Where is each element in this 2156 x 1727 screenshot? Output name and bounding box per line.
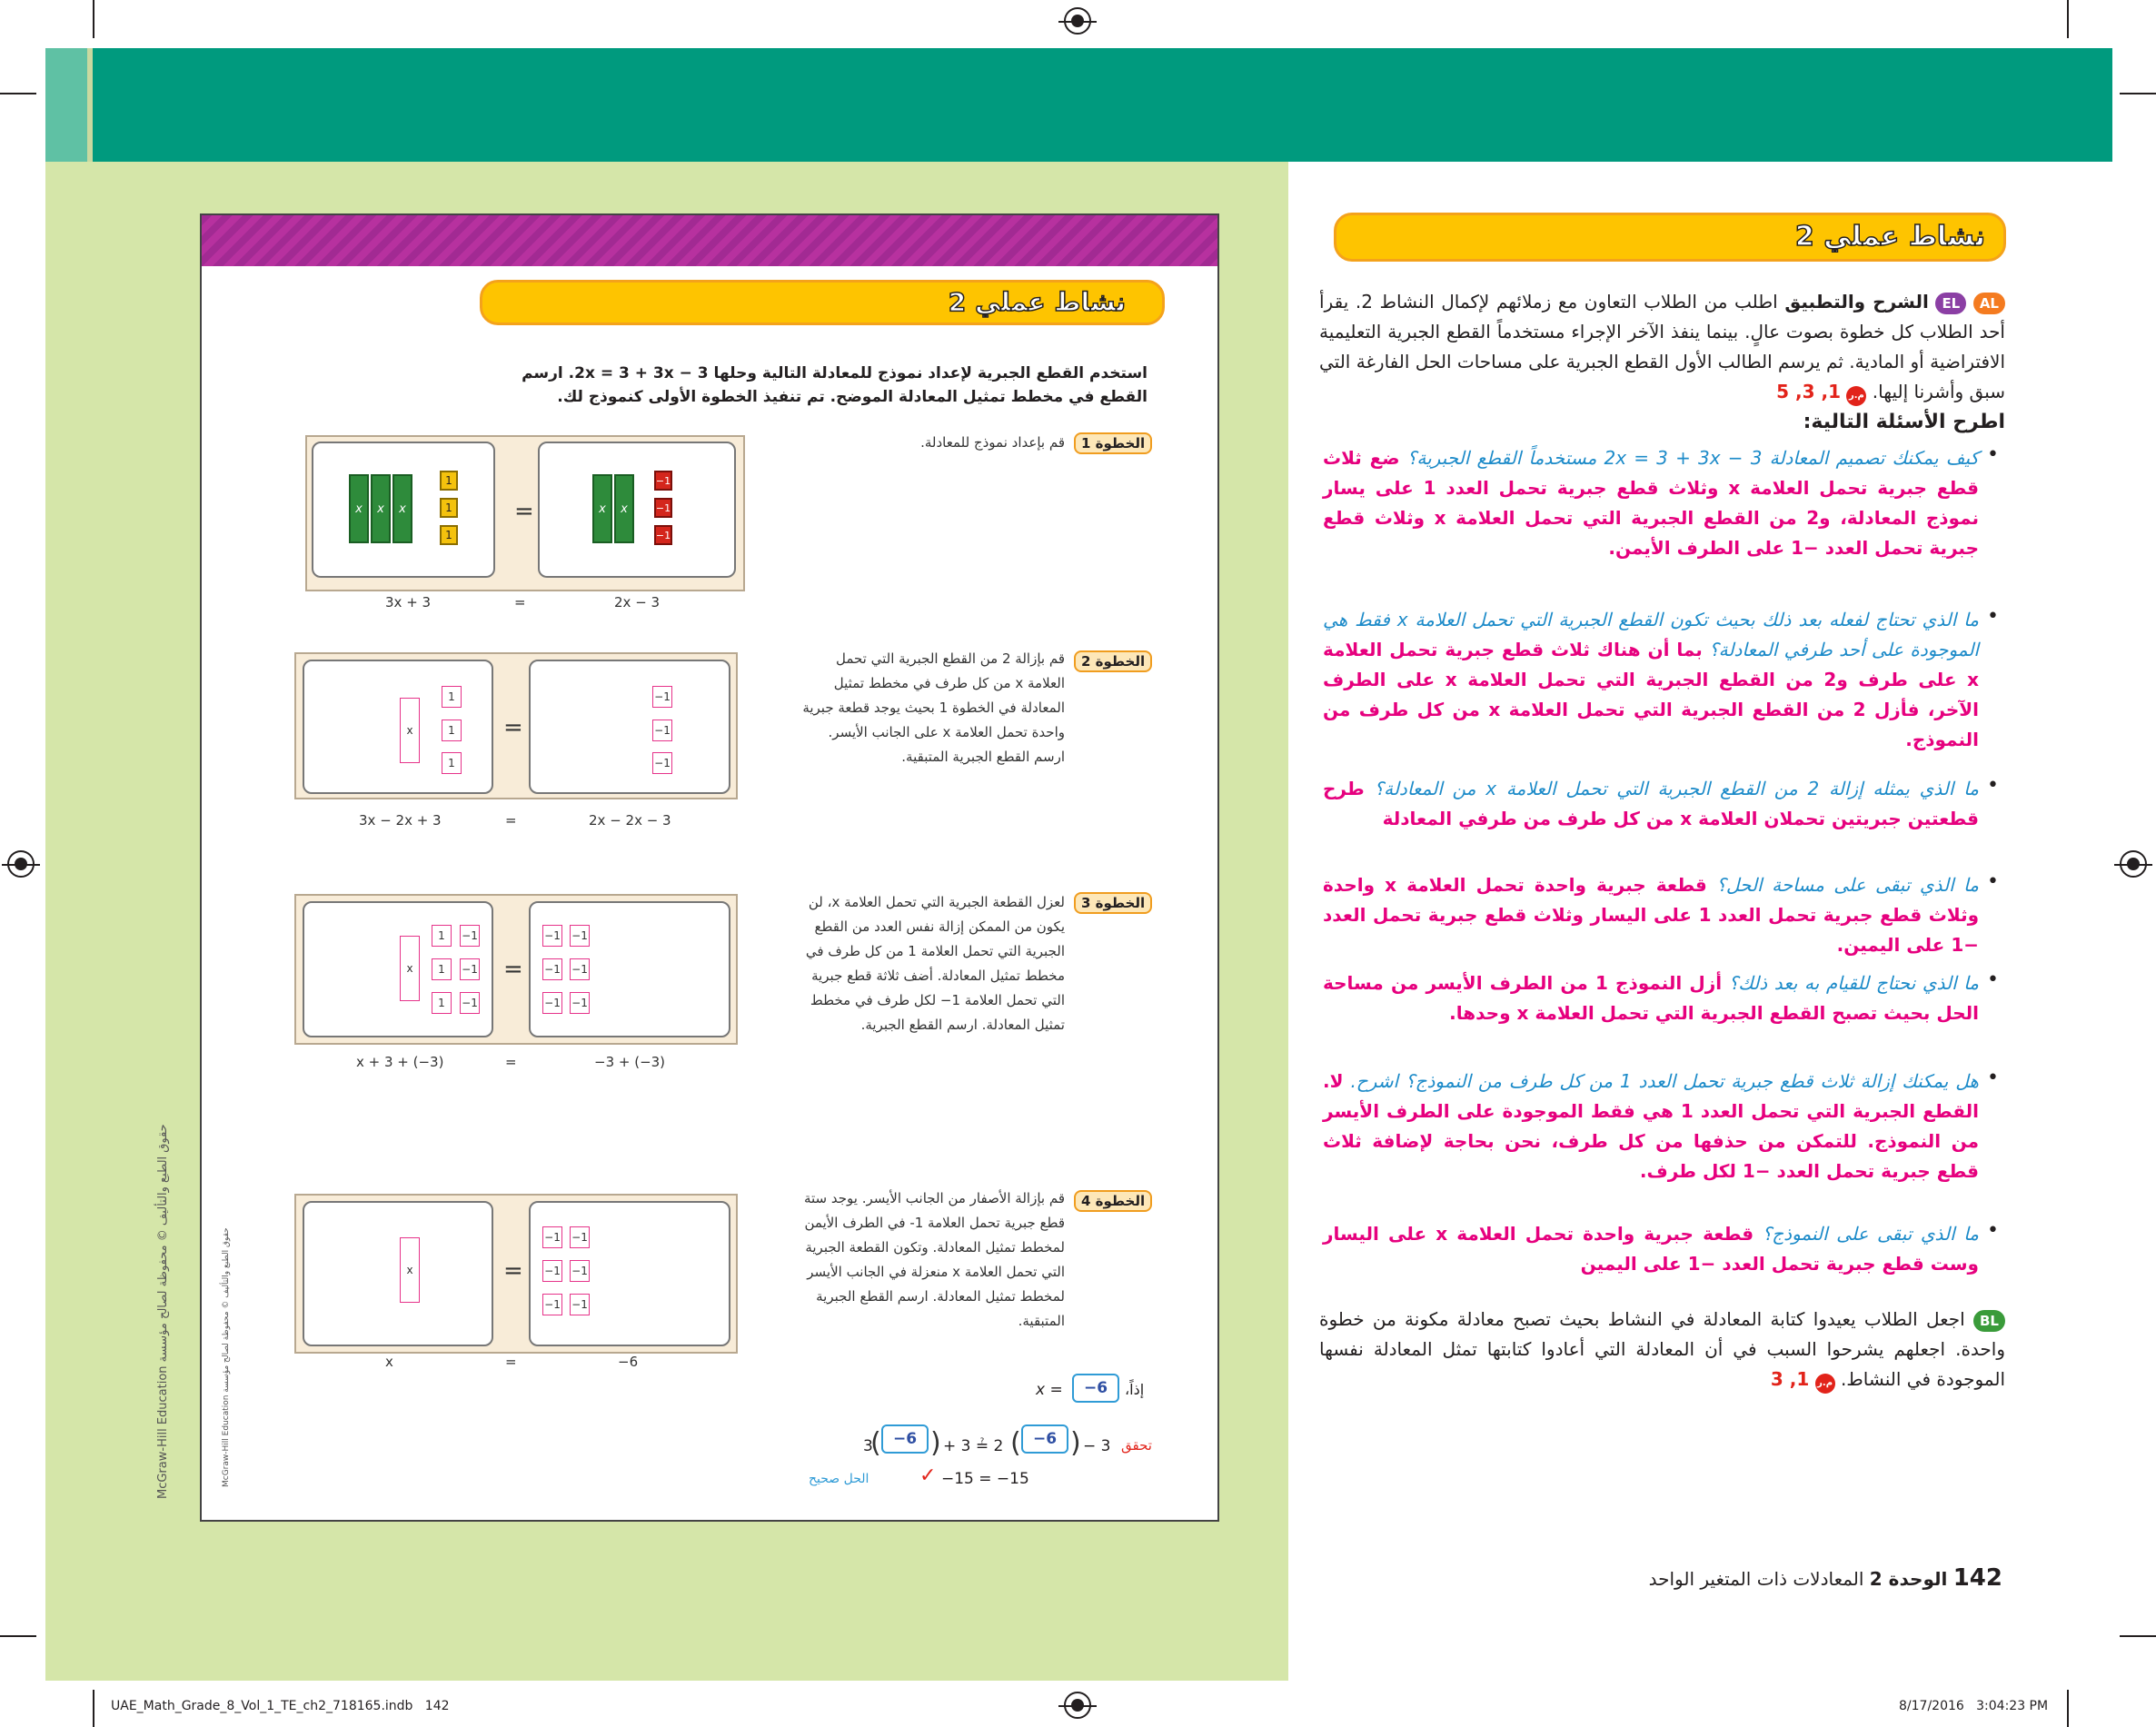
check-label: تحقق <box>1121 1437 1152 1454</box>
step-4-left-mat <box>303 1201 493 1346</box>
answer: طرح قطعتين جبريتين تحملان العلامة x من كل طرف من طرفي المعادلة <box>1323 778 1979 829</box>
question: ما الذي تحتاج لفعله بعد ذلك بحيث تكون القطع الجبرية التي تحمل العلامة x فقط هي الموجودة على أحد طرفي المعادلة؟ <box>1323 609 1979 660</box>
crop-mark <box>2067 0 2069 38</box>
check-end: − 3 <box>1083 1437 1111 1455</box>
ask-heading: اطرح الأسئلة التالية: <box>1803 411 2005 433</box>
negative-unit-tile: −1 <box>654 498 672 518</box>
bullet: • <box>1987 1219 1999 1242</box>
step-2-label: الخطوة 2 <box>1074 650 1152 672</box>
solution-answer-box: −6 <box>1072 1374 1119 1403</box>
unit-tile: 1 <box>440 498 458 518</box>
step-1-equals: = <box>514 498 534 525</box>
instructions-line-2: القطع في مخطط تمثيل المعادلة الموضح. تم تنفيذ الخطوة الأولى كنموذج لك. <box>557 388 1148 406</box>
step-2-caption-eq: = <box>505 812 517 829</box>
x-tile: x <box>349 474 369 543</box>
x-tile: x <box>592 474 612 543</box>
side-credit: McGraw-Hill Education حقوق الطبع والتأليف © محفوظة لصالح مؤسسة <box>156 1124 170 1499</box>
step-3-label: الخطوة 3 <box>1074 892 1152 914</box>
answer: بما أن هناك ثلاث قطع جبرية تحمل العلامة x على طرف و2 من القطع الجبرية التي تحمل العلامة x على الطرف الآخر، فأزل 2 من القطع الجبرية التي تحمل العلامة x من كل طرف من النموذج. <box>1323 639 1980 750</box>
registration-mark-icon <box>1064 7 1091 35</box>
bullet: • <box>1987 443 1999 466</box>
x-tile-outline: x <box>400 698 420 763</box>
bullet: • <box>1987 870 1999 893</box>
slug-date: 8/17/2016 3:04:23 PM <box>1899 1699 2049 1713</box>
question: ما الذي يمثله إزالة 2 من القطع الجبرية التي تحمل العلامة x من المعادلة؟ <box>1374 778 1980 799</box>
step-2-text: قم بإزالة 2 من القطع الجبرية التي تحمل العلامة x من كل طرف في مخطط تمثيل المعادلة في الخطوة 1 بحيث يوجد قطعة جبرية واحدة تحمل العلامة x على الجانب الأيسر. ارسم القطع الجبرية المتبقية. <box>802 650 1065 765</box>
inner-credit: McGraw-Hill Education حقوق الطبع والتأليف © محفوظة لصالح مؤسسة <box>222 1227 231 1487</box>
negative-unit-tile-outline: −1 <box>542 992 562 1014</box>
step-3-caption-right: −3 + (−3) <box>594 1054 666 1070</box>
badge-el: EL <box>1935 293 1966 314</box>
instructions-line-1: استخدم القطع الجبرية لإعداد نموذج للمعادلة التالية وحلها 3 − 2x = 3 + 3x. ارسم <box>522 364 1148 382</box>
negative-unit-tile-outline: −1 <box>542 1260 562 1282</box>
step-2-caption-right: 2x − 2x − 3 <box>589 812 671 829</box>
page-footer <box>1545 1564 2002 1592</box>
crop-mark <box>2120 93 2156 94</box>
answer: أزل النموذج 1 من الطرف الأيسر من مساحة الحل بحيث تصبح القطع الجبرية التي تحمل العلامة x وحدها. <box>1323 972 1979 1024</box>
unit-tile-outline: 1 <box>442 686 462 708</box>
solution-so: إذاً، <box>1125 1381 1145 1398</box>
step-3-caption-eq: = <box>505 1054 517 1070</box>
crop-mark <box>0 93 36 94</box>
qa-item <box>1323 1067 1979 1186</box>
negative-unit-tile-outline: −1 <box>570 925 590 947</box>
header-band-tab <box>45 48 93 162</box>
negative-unit-tile: −1 <box>654 471 672 491</box>
step-3-equals: = <box>503 956 523 983</box>
qa-item <box>1323 870 1979 960</box>
bullet: • <box>1987 968 1999 991</box>
math-practice-icon: م.ر <box>1846 386 1866 406</box>
step-4-caption-left: x <box>385 1354 393 1370</box>
step-1-label: الخطوة 1 <box>1074 432 1152 454</box>
unit-tile: 1 <box>440 525 458 545</box>
answer: قطعة جبرية واحدة تحمل العلامة x واحدة وثلاث قطع جبرية تحمل العدد 1 على اليسار وثلاث قطع جبرية تحمل العدد −1 على اليمين. <box>1323 874 1980 956</box>
check-three: 3 <box>863 1437 873 1455</box>
qa-item <box>1323 968 1979 1028</box>
teaching-paragraph <box>1319 287 2005 407</box>
negative-unit-tile-outline: −1 <box>570 992 590 1014</box>
qa-item <box>1323 605 1979 755</box>
badge-bl: BL <box>1973 1310 2005 1332</box>
activity-banner-inner: نشاط عملي 2 <box>480 280 1165 325</box>
step-3-caption-left: x + 3 + (−3) <box>356 1054 444 1070</box>
x-tile: x <box>614 474 634 543</box>
registration-mark-icon <box>2120 850 2147 878</box>
crop-mark <box>2120 1635 2156 1637</box>
step-1-caption-eq: = <box>514 594 526 610</box>
step-1-right-mat <box>538 442 736 578</box>
negative-unit-tile-outline: −1 <box>542 1294 562 1315</box>
negative-unit-tile-outline: −1 <box>542 925 562 947</box>
negative-unit-tile-outline: −1 <box>570 958 590 980</box>
check-answer-box-1: −6 <box>881 1424 929 1454</box>
check-paren-close: ) <box>930 1427 941 1459</box>
activity-banner: نشاط عملي 2 <box>1334 213 2006 262</box>
beyond-level-paragraph <box>1319 1305 2005 1395</box>
footer-title: المعادلات ذات المتغير الواحد <box>1648 1568 1864 1590</box>
math-practice-icon: م.ر <box>1815 1374 1835 1394</box>
x-tile-outline: x <box>400 936 420 1001</box>
step-2-equals: = <box>503 714 523 741</box>
header-band <box>45 48 2112 162</box>
step-3-text: لعزل القطعة الجبرية التي تحمل العلامة x، لن يكون من الممكن إزالة نفس العدد من القطع الجبرية التي تحمل العلامة 1 من كل طرف في مخطط تمثيل المعادلة. أضف ثلاثة قطع جبرية التي تحمل العلامة 1− لكل طرف في مخطط تمثيل المعادلة. ارسم القطع الجبرية. <box>805 894 1065 1033</box>
negative-unit-tile-outline: −1 <box>652 686 672 708</box>
answer: لا. القطع الجبرية التي تحمل العدد 1 هي فقط الموجودة على الطرف الأيسر من النموذج. للتمكن من حذفها من كل طرف، نحن بحاجة لإضافة ثلاث قطع جبرية تحمل العدد −1 لكل طرف. <box>1323 1070 1979 1182</box>
question: ما الذي تبقى على مساحة الحل؟ <box>1716 874 1979 896</box>
question: كيف يمكنك تصميم المعادلة 3 − 2x = 3 + 3x مستخدماً القطع الجبرية؟ <box>1406 447 1980 469</box>
answer: قطعة جبرية واحدة تحمل العلامة x على اليسار وست قطع جبرية تحمل العدد −1 على اليمين <box>1323 1223 1979 1275</box>
step-2-left-mat <box>303 660 493 794</box>
math-practice-refs: 1, 3, 5 <box>1776 381 1842 402</box>
answer: ضع ثلاث قطع جبرية تحمل العلامة x وثلاث قطع جبرية تحمل العدد 1 على يسار نموذج المعادلة، و2 من القطع الجبرية التي تحمل العلامة x وثلاث قطع جبرية تحمل العدد −1 على الطرف الأيمن. <box>1323 447 1979 559</box>
solution-x-eq: x = <box>1036 1381 1063 1399</box>
crop-mark <box>93 1690 94 1727</box>
unit-tile-outline: 1 <box>432 925 452 947</box>
footer-unit: الوحدة 2 <box>1869 1568 1948 1590</box>
step-2-caption-left: 3x − 2x + 3 <box>359 812 442 829</box>
unit-tile-outline: 1 <box>432 992 452 1014</box>
bullet: • <box>1987 605 1999 628</box>
qa-item <box>1323 443 1979 563</box>
x-tile: x <box>371 474 391 543</box>
badge-al: AL <box>1973 293 2005 314</box>
bullet: • <box>1987 774 1999 797</box>
crop-mark <box>2067 1690 2069 1727</box>
unit-tile-outline: 1 <box>442 720 462 741</box>
registration-mark-icon <box>7 850 35 878</box>
explain-apply-heading: الشرح والتطبيق <box>1784 291 1929 313</box>
unit-tile-outline: 1 <box>442 752 462 774</box>
activity-instructions <box>327 362 1148 409</box>
step-4-caption-right: −6 <box>618 1354 639 1370</box>
question: ما الذي نحتاج للقيام به بعد ذلك؟ <box>1728 972 1980 994</box>
negative-unit-tile-outline: −1 <box>460 925 480 947</box>
qa-item <box>1323 774 1979 834</box>
check-paren-open: ( <box>870 1427 881 1459</box>
frame-header-stripe <box>202 215 1217 266</box>
check-result: −15 = −15 <box>941 1470 1029 1488</box>
x-tile-outline: x <box>400 1237 420 1303</box>
explain-apply-text: اطلب من الطلاب التعاون مع زملائهم لإكمال النشاط 2. يقرأ أحد الطلاب كل خطوة بصوت عالٍ. بينما ينفذ الآخر الإجراء مستخدماً القطع الجبرية التعليمية الافتراضية أو المادية. ثم يرسم الطالب الأول القطع الجبرية على مساحات الحل الفارغة التي سبق وأشرنا إليها. <box>1319 291 2005 402</box>
unit-tile: 1 <box>440 471 458 491</box>
step-4-equals: = <box>503 1257 523 1285</box>
negative-unit-tile-outline: −1 <box>460 958 480 980</box>
question: ما الذي تبقى على النموذج؟ <box>1762 1223 1980 1245</box>
math-practice-refs: 1, 3 <box>1770 1368 1810 1390</box>
negative-unit-tile-outline: −1 <box>570 1226 590 1248</box>
unit-tile-outline: 1 <box>432 958 452 980</box>
negative-unit-tile-outline: −1 <box>570 1294 590 1315</box>
check-paren-open-2: ( <box>1010 1427 1021 1459</box>
beyond-level-text: اجعل الطلاب يعيدوا كتابة المعادلة في النشاط بحيث تصبح معادلة مكونة من خطوة واحدة. اجعلهم يشرحوا السبب في أن المعادلة التي أعادوا كتابتها تمثل المعادلة نفسها الموجودة في النشاط. <box>1319 1308 2005 1390</box>
step-2-right-mat <box>529 660 730 794</box>
step-4-caption-eq: = <box>505 1354 517 1370</box>
negative-unit-tile-outline: −1 <box>460 992 480 1014</box>
step-1-text: قم بإعداد نموذج للمعادلة. <box>920 434 1065 451</box>
check-middle: + 3 ≟ 2 <box>943 1437 1004 1455</box>
page-number: 142 <box>1952 1564 2002 1592</box>
step-1-caption-right: 2x − 3 <box>614 594 661 610</box>
question: هل يمكنك إزالة ثلاث قطع جبرية تحمل العدد 1 من كل طرف من النموذج؟ اشرح. <box>1350 1070 1979 1092</box>
step-4-text: قم بإزالة الأصفار من الجانب الأيسر. يوجد ستة قطع جبرية تحمل العلامة 1- في الطرف الأيمن لمخطط تمثيل المعادلة. وتكون القطعة الجبرية التي تحمل العلامة x منعزلة في الجانب الأيسر لمخطط تمثيل المعادلة. ارسم القطع الجبرية المتبقية. <box>803 1190 1065 1329</box>
x-tile: x <box>392 474 412 543</box>
negative-unit-tile-outline: −1 <box>542 1226 562 1248</box>
check-answer-box-2: −6 <box>1021 1424 1068 1454</box>
negative-unit-tile-outline: −1 <box>652 752 672 774</box>
negative-unit-tile-outline: −1 <box>570 1260 590 1282</box>
checkmark-icon: ✓ <box>919 1464 937 1487</box>
step-4-label: الخطوة 4 <box>1074 1190 1152 1212</box>
negative-unit-tile-outline: −1 <box>542 958 562 980</box>
bullet: • <box>1987 1067 1999 1089</box>
crop-mark <box>93 0 94 38</box>
step-1-caption-left: 3x + 3 <box>385 594 432 610</box>
registration-mark-icon <box>1064 1692 1091 1719</box>
qa-item <box>1323 1219 1979 1279</box>
check-correct: الحل صحيح <box>809 1472 869 1486</box>
negative-unit-tile-outline: −1 <box>652 720 672 741</box>
slug-file: UAE_Math_Grade_8_Vol_1_TE_ch2_718165.indb 142 <box>111 1699 450 1713</box>
negative-unit-tile: −1 <box>654 525 672 545</box>
crop-mark <box>0 1635 36 1637</box>
check-paren-close-2: ) <box>1070 1427 1081 1459</box>
